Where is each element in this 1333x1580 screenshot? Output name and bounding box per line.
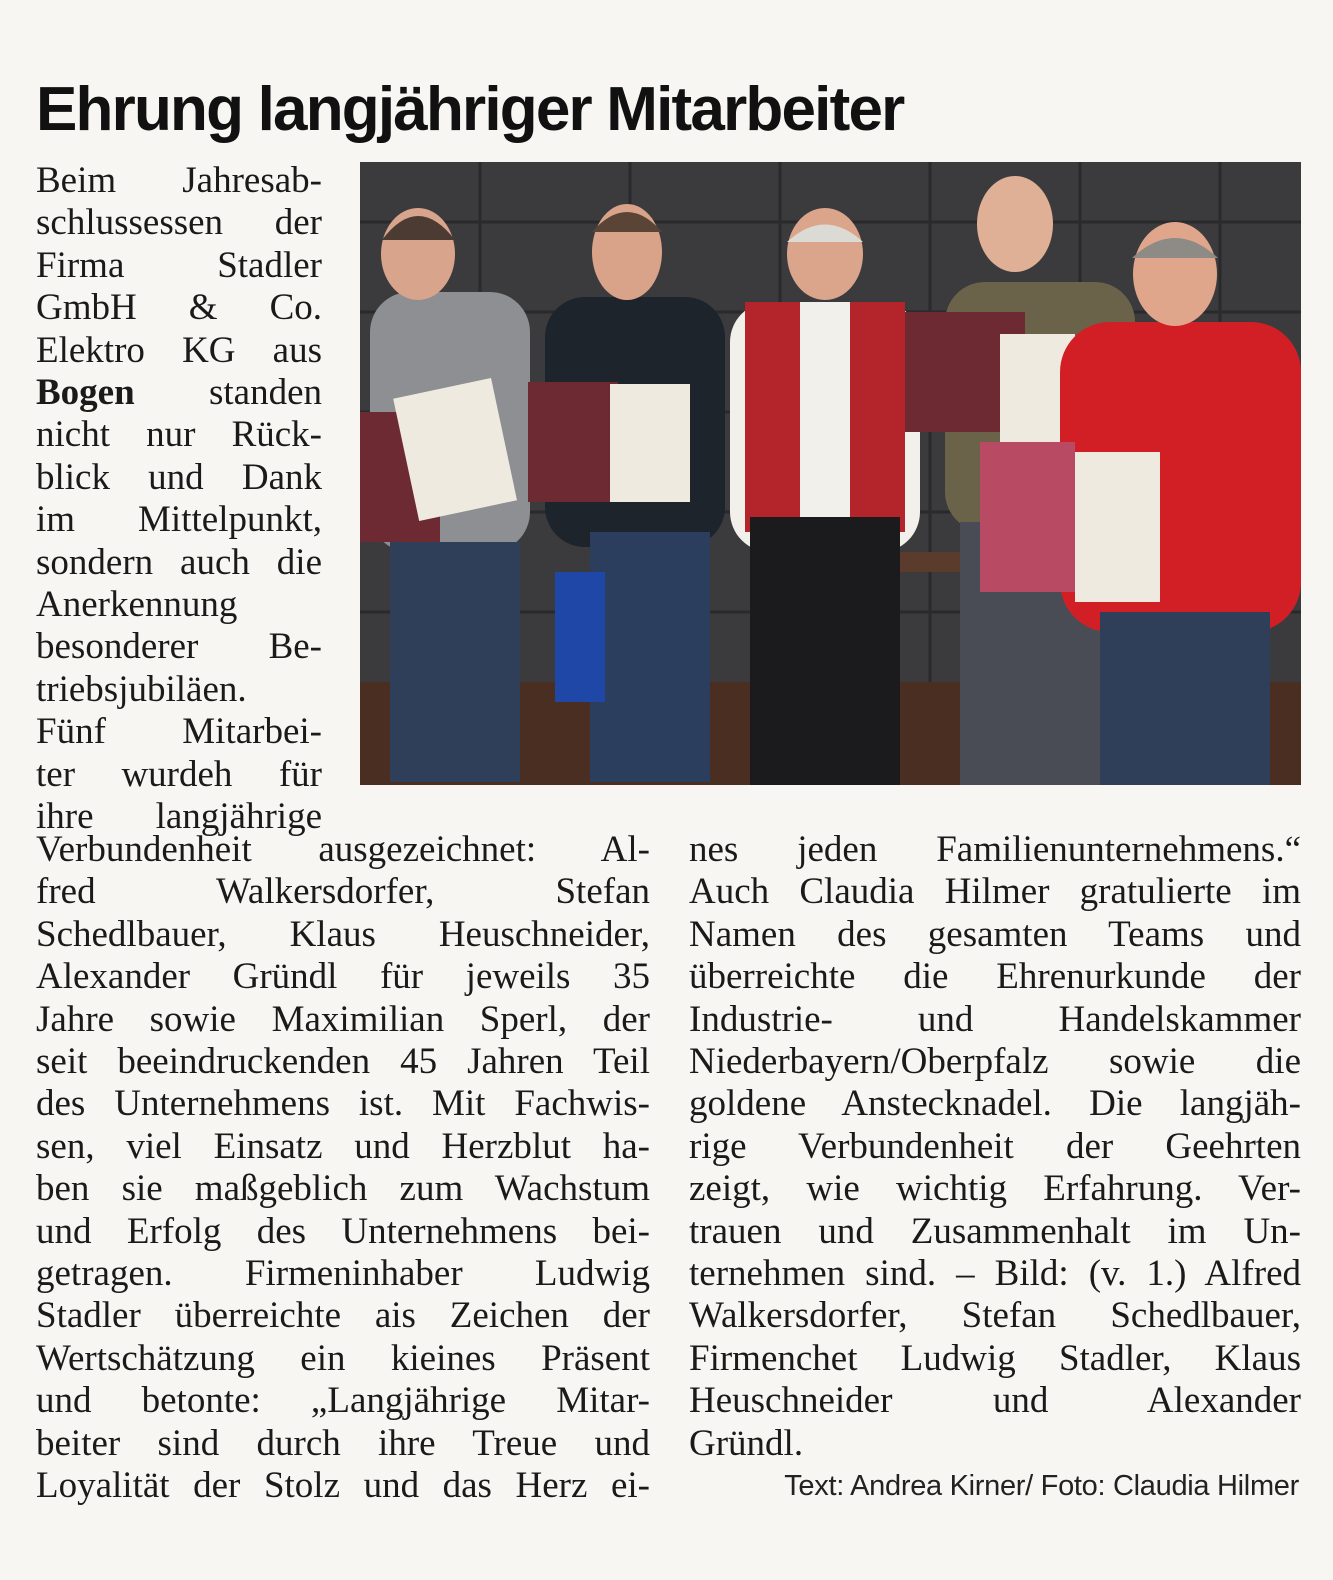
article-photo	[360, 162, 1301, 785]
text-line: nicht nur Rück-	[36, 414, 322, 456]
text-line: des Unternehmens ist. Mit Fachwis-	[36, 1083, 650, 1125]
text-line: seit beeindruckenden 45 Jahren Teil	[36, 1041, 650, 1083]
text-line: Beim Jahresab-	[36, 160, 322, 201]
text-line: Alexander Gründl für jeweils 35	[36, 956, 650, 998]
text-line: Anerkennung	[36, 584, 238, 626]
text-line: Loyalität der Stolz und das Herz ei-	[36, 1465, 650, 1507]
text-line: Fünf Mitarbei-	[36, 711, 322, 753]
text-line: und Erfolg des Unternehmens bei-	[36, 1210, 650, 1252]
text-line: Firmenchet Ludwig Stadler, Klaus	[689, 1337, 1301, 1379]
text-line: Elektro KG aus	[36, 329, 322, 371]
text-line: Stadler überreichte ais Zeichen der	[36, 1295, 650, 1337]
text-line: Wertschätzung ein kieines Präsent	[36, 1337, 650, 1379]
text-line: trauen und Zusammenhalt im Un-	[689, 1210, 1301, 1252]
text-line: Jahre sowie Maximilian Sperl, der	[36, 998, 650, 1040]
photo-illustration	[360, 162, 1301, 785]
text-line: zeigt, wie wichtig Erfahrung. Ver-	[689, 1168, 1301, 1210]
text-line: ter wurdeh für	[36, 753, 322, 795]
text-line: Schedlbauer, Klaus Heuschneider,	[36, 913, 650, 955]
intro-column	[36, 160, 322, 839]
text-line: Namen des gesamten Teams und	[689, 913, 1301, 955]
text-line: GmbH & Co.	[36, 287, 322, 329]
text-line: Verbundenheit ausgezeichnet: Al-	[36, 829, 650, 870]
text-line: und betonte: „Langjährige Mitar-	[36, 1380, 650, 1422]
headline: Ehrung langjähriger Mitarbeiter	[36, 75, 904, 144]
text-line: ihre langjährige	[36, 796, 322, 838]
text-line: sen, viel Einsatz und Herzblut ha-	[36, 1125, 650, 1167]
text-line: triebsjubiläen.	[36, 668, 247, 710]
body-column-left	[36, 829, 650, 1508]
text-line: Firma Stadler	[36, 244, 322, 286]
text-line: Walkersdorfer, Stefan Schedlbauer,	[689, 1295, 1301, 1337]
body-column-right	[689, 829, 1301, 1465]
text-line: Gründl.	[689, 1422, 804, 1464]
text-line: goldene Anstecknadel. Die langjäh-	[689, 1083, 1301, 1125]
text-line: beiter sind durch ihre Treue und	[36, 1422, 650, 1464]
text-line: ternehmen sind. – Bild: (v. 1.) Alfred	[689, 1253, 1301, 1295]
place-name-bogen: Bogen	[36, 372, 135, 414]
text-line: fred Walkersdorfer, Stefan	[36, 871, 650, 913]
photo-credit: Text: Andrea Kirner/ Foto: Claudia Hilmer	[784, 1470, 1299, 1502]
text-line: blick und Dank	[36, 456, 322, 498]
text-line: schlussessen der	[36, 202, 322, 244]
text-line: getragen. Firmeninhaber Ludwig	[36, 1253, 650, 1295]
text-line: nes jeden Familienunternehmens.“	[689, 829, 1301, 870]
text-line: Niederbayern/Oberpfalz sowie die	[689, 1041, 1301, 1083]
text-line: sondern auch die	[36, 541, 322, 583]
text-line: Auch Claudia Hilmer gratulierte im	[689, 871, 1301, 913]
text-line: ben sie maßgeblich zum Wachstum	[36, 1168, 650, 1210]
text-line: im Mittelpunkt,	[36, 499, 322, 541]
text-line: Industrie- und Handelskammer	[689, 998, 1301, 1040]
text-line: überreichte die Ehrenurkunde der	[689, 956, 1301, 998]
text-line: besonderer Be-	[36, 626, 322, 668]
text-line: Heuschneider und Alexander	[689, 1380, 1301, 1422]
text-line: rige Verbundenheit der Geehrten	[689, 1125, 1301, 1167]
text-line-bold-place: Bogen standen	[36, 372, 322, 414]
